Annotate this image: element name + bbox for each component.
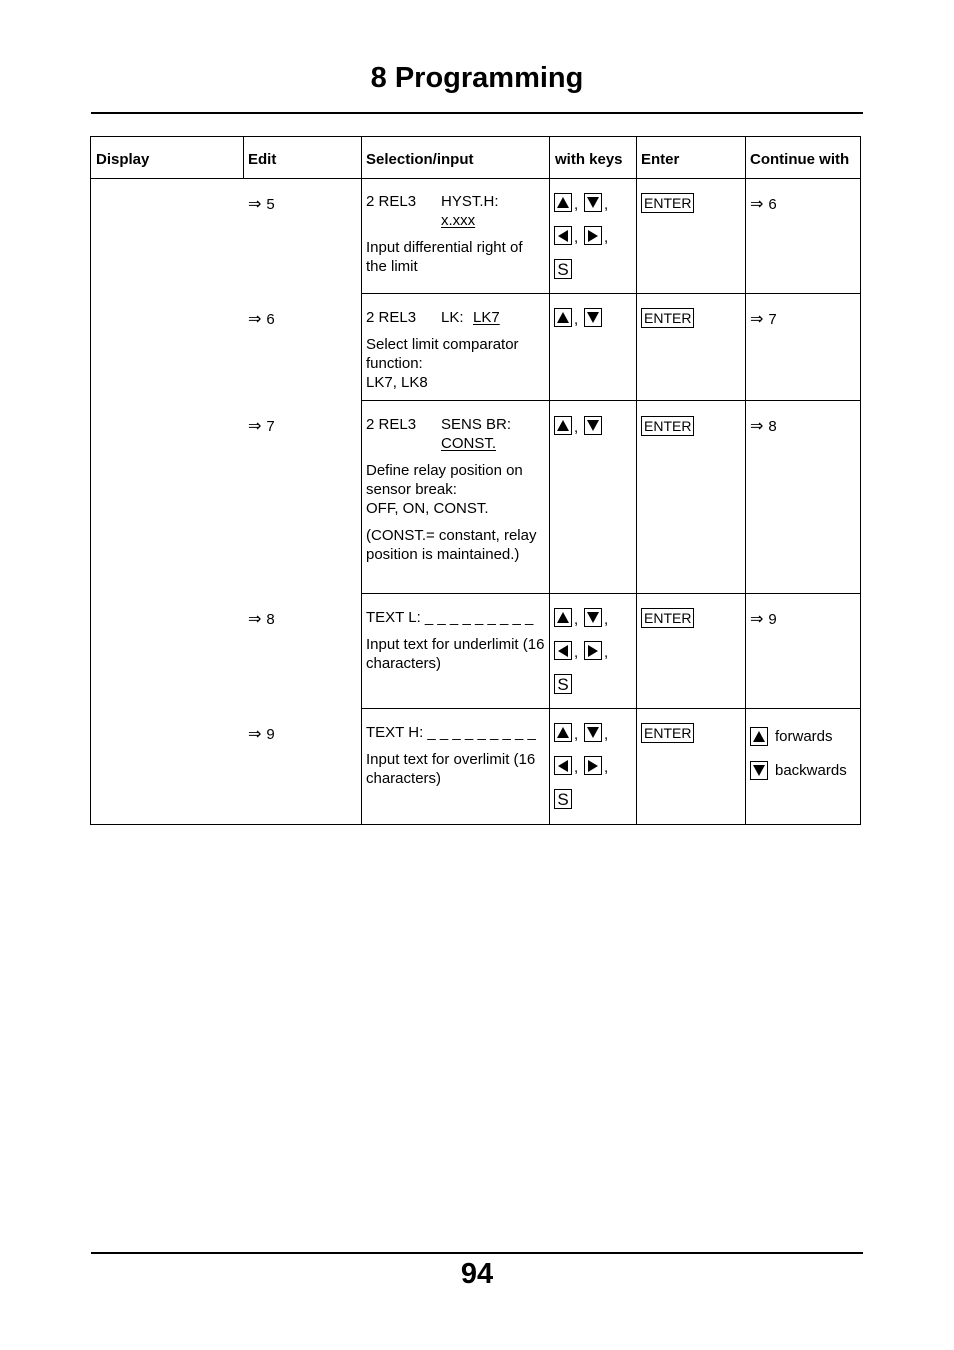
table-border-right xyxy=(860,136,861,825)
table-row-edit xyxy=(248,610,275,629)
edit-step-number: 9 xyxy=(266,726,275,743)
down-key-icon xyxy=(584,308,602,327)
selection-text-field: TEXT H: _ _ _ _ _ _ _ _ _ xyxy=(366,724,536,741)
table-row-keys: , , , , S xyxy=(554,193,614,292)
edit-step-number: 7 xyxy=(266,418,275,435)
down-key-icon xyxy=(584,723,602,742)
table-row-enter xyxy=(641,723,694,743)
selection-description: Input text for underlimit (16 characters) xyxy=(366,636,545,672)
implies-arrow-icon: ⇒ xyxy=(248,726,262,743)
up-key-icon xyxy=(750,727,768,746)
table-row-edit xyxy=(248,417,275,436)
continue-step-number: 6 xyxy=(768,196,777,213)
row-divider xyxy=(361,593,861,594)
row-divider xyxy=(361,708,861,709)
selection-parameter: HYST.H: xyxy=(441,193,499,210)
selection-note: (CONST.= constant, relay position is maintained.) xyxy=(366,527,537,563)
implies-arrow-icon: ⇒ xyxy=(248,196,262,213)
selection-code: 2 REL3 xyxy=(366,309,417,326)
left-key-icon xyxy=(554,641,572,660)
header-continue-with: Continue with xyxy=(750,151,850,168)
down-key-icon xyxy=(584,608,602,627)
continue-backwards-label: backwards xyxy=(775,761,847,779)
down-key-icon xyxy=(584,416,602,435)
header-with-keys: with keys xyxy=(555,151,623,168)
selection-options: OFF, ON, CONST. xyxy=(366,500,489,517)
selection-value: LK7 xyxy=(473,309,500,326)
table-row-edit xyxy=(248,310,275,329)
up-key-icon xyxy=(554,193,572,212)
col-divider xyxy=(636,136,637,825)
down-key-icon xyxy=(750,761,768,780)
selection-description: Input differential right of the limit xyxy=(366,239,523,275)
table-row-continue xyxy=(750,719,847,787)
continue-step-number: 9 xyxy=(768,611,777,628)
s-key-icon: S xyxy=(554,674,572,694)
selection-description: Select limit comparator function: xyxy=(366,336,519,372)
edit-step-number: 5 xyxy=(266,196,275,213)
selection-value: x.xxx xyxy=(441,212,476,229)
implies-arrow-icon: ⇒ xyxy=(248,311,262,328)
table-row-enter xyxy=(641,608,694,628)
table-row-keys: , xyxy=(554,416,602,449)
selection-parameter: SENS BR: xyxy=(441,416,512,433)
col-divider xyxy=(243,136,244,179)
table-border-left xyxy=(90,136,91,825)
right-key-icon xyxy=(584,756,602,775)
table-row-edit xyxy=(248,725,275,744)
table-row-keys: , xyxy=(554,308,602,341)
table-row-selection xyxy=(366,723,546,788)
bottom-rule xyxy=(91,1252,863,1254)
table-row-selection xyxy=(366,308,546,392)
header-display: Display xyxy=(96,151,150,168)
col-divider xyxy=(549,136,550,825)
continue-step-number: 8 xyxy=(768,418,777,435)
table-row-enter xyxy=(641,416,694,436)
table-row-continue xyxy=(750,310,777,329)
right-key-icon xyxy=(584,226,602,245)
top-rule xyxy=(91,112,863,114)
edit-step-number: 6 xyxy=(266,311,275,328)
table-row-enter xyxy=(641,193,694,213)
table-row-continue xyxy=(750,195,777,214)
right-key-icon xyxy=(584,641,602,660)
down-key-icon xyxy=(584,193,602,212)
selection-description: Input text for overlimit (16 characters) xyxy=(366,751,536,787)
up-key-icon xyxy=(554,308,572,327)
selection-parameter: LK: xyxy=(441,309,464,326)
header-enter: Enter xyxy=(641,151,680,168)
enter-key: ENTER xyxy=(641,608,694,628)
implies-arrow-icon: ⇒ xyxy=(750,418,764,435)
enter-key: ENTER xyxy=(641,308,694,328)
row-divider xyxy=(361,293,861,294)
header-selection-input: Selection/input xyxy=(366,151,474,168)
row-divider xyxy=(361,400,861,401)
selection-value: CONST. xyxy=(441,435,497,452)
table-row-edit xyxy=(248,195,275,214)
page-title: 8 Programming xyxy=(370,62,584,94)
implies-arrow-icon: ⇒ xyxy=(248,418,262,435)
enter-key: ENTER xyxy=(641,193,694,213)
page-number: 94 xyxy=(460,1258,494,1290)
table-row-enter xyxy=(641,308,694,328)
left-key-icon xyxy=(554,756,572,775)
table-row-continue xyxy=(750,417,777,436)
edit-step-number: 8 xyxy=(266,611,275,628)
table-row-selection xyxy=(366,415,546,564)
up-key-icon xyxy=(554,723,572,742)
selection-options: LK7, LK8 xyxy=(366,374,428,391)
table-row-selection xyxy=(366,608,546,673)
up-key-icon xyxy=(554,608,572,627)
col-divider xyxy=(361,136,362,825)
selection-text-field: TEXT L: _ _ _ _ _ _ _ _ _ xyxy=(366,609,534,626)
enter-key: ENTER xyxy=(641,416,694,436)
s-key-icon: S xyxy=(554,789,572,809)
implies-arrow-icon: ⇒ xyxy=(750,311,764,328)
selection-description: Define relay position on sensor break: xyxy=(366,462,523,498)
selection-code: 2 REL3 xyxy=(366,416,417,433)
table-row-keys: , , , , S xyxy=(554,608,614,707)
continue-step-number: 7 xyxy=(768,311,777,328)
selection-code: 2 REL3 xyxy=(366,193,417,210)
implies-arrow-icon: ⇒ xyxy=(750,196,764,213)
table-row-continue xyxy=(750,610,777,629)
s-key-icon: S xyxy=(554,259,572,279)
implies-arrow-icon: ⇒ xyxy=(248,611,262,628)
col-divider xyxy=(745,136,746,825)
implies-arrow-icon: ⇒ xyxy=(750,611,764,628)
enter-key: ENTER xyxy=(641,723,694,743)
header-edit: Edit xyxy=(248,151,277,168)
continue-forwards-label: forwards xyxy=(775,727,833,745)
left-key-icon xyxy=(554,226,572,245)
up-key-icon xyxy=(554,416,572,435)
table-row-keys: , , , , S xyxy=(554,723,614,822)
table-row-selection xyxy=(366,192,546,276)
